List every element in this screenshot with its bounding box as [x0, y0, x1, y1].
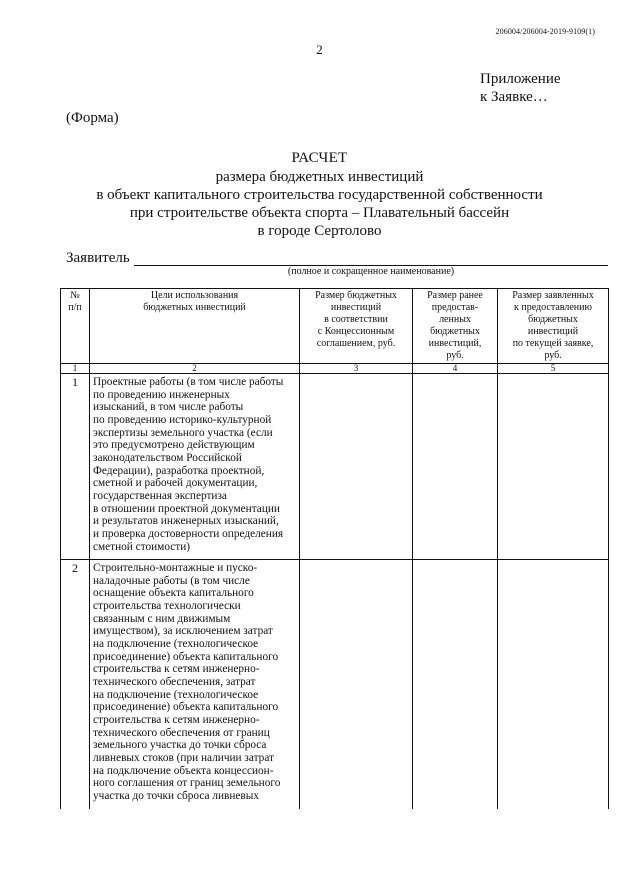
title-line-4: при строительстве объекта спорта – Плавательный бассейн — [129, 205, 510, 221]
header-purpose: Цели использования бюджетных инвестиций — [90, 289, 300, 364]
header-requested-amount: Размер заявленных к предоставлению бюджетных инвестиций по текущей заявке, руб. — [498, 289, 609, 364]
header-concession-amount: Размер бюджетных инвестиций в соответствии с Концессионным соглашением, руб. — [300, 289, 413, 364]
row-previous-amount — [413, 374, 498, 560]
appendix-line-1: Приложение — [480, 71, 561, 87]
title-block — [0, 148, 639, 240]
row-purpose: Строительно-монтажные и пуско- наладочные работы (в том числе оснащение объекта капитального строительства технологически связанным с ним движимым имуществом), за исключением затрат на подключение (технологическое присоединение) объекта капитального строительства к сетям инженерно- технического обеспечения, затрат на подключение (технологическое присоединение) объекта капитального строительства к сетям инженерно- технического обеспечения от границ земельного участка до точки сброса ливневых стоков (при наличии затрат на подключение объекта концессион- ного соглашения от границ земельного участка до точки сброса ливневых — [90, 560, 300, 810]
column-number: 1 — [61, 364, 90, 374]
row-concession-amount — [300, 560, 413, 810]
row-concession-amount — [300, 374, 413, 560]
document-id: 206004/206004-2019-9109(1) — [495, 27, 595, 36]
row-purpose: Проектные работы (в том числе работы по проведению инженерных изысканий, в том числе работы по проведению историко-культурной экспертизы земельного участка (если это предусмотрено действующим законодательством Российской Федерации), разработка проектной, сметной и рабочей документации, государственная экспертиза в отношении проектной документации и результатов инженерных изысканий, и проверка достоверности определения сметной стоимости) — [90, 374, 300, 560]
column-number: 2 — [90, 364, 300, 374]
row-requested-amount — [498, 374, 609, 560]
table-row — [61, 374, 609, 560]
applicant-label: Заявитель — [66, 250, 130, 266]
appendix-note — [480, 70, 561, 106]
title-line-3: в объект капитального строительства государственной собственности — [96, 187, 543, 203]
column-number: 3 — [300, 364, 413, 374]
header-number: № п/п — [61, 289, 90, 364]
form-label: (Форма) — [66, 110, 119, 126]
row-number: 2 — [61, 560, 90, 810]
applicant-hint: (полное и сокращенное наименование) — [287, 266, 455, 277]
title-line-2: размера бюджетных инвестиций — [215, 169, 424, 185]
page-title: РАСЧЕТ — [291, 150, 348, 166]
column-number: 4 — [413, 364, 498, 374]
row-requested-amount — [498, 560, 609, 810]
header-previous-amount: Размер ранее предостав- ленных бюджетных инвестиций, руб. — [413, 289, 498, 364]
appendix-line-2: к Заявке… — [480, 89, 548, 105]
column-number: 5 — [498, 364, 609, 374]
investment-table — [60, 288, 609, 809]
page-number: 2 — [316, 42, 323, 57]
row-previous-amount — [413, 560, 498, 810]
table-header-row — [61, 289, 609, 364]
table-row — [61, 560, 609, 810]
column-number-row — [61, 364, 609, 374]
row-number: 1 — [61, 374, 90, 560]
title-line-5: в городе Сертолово — [257, 223, 382, 239]
